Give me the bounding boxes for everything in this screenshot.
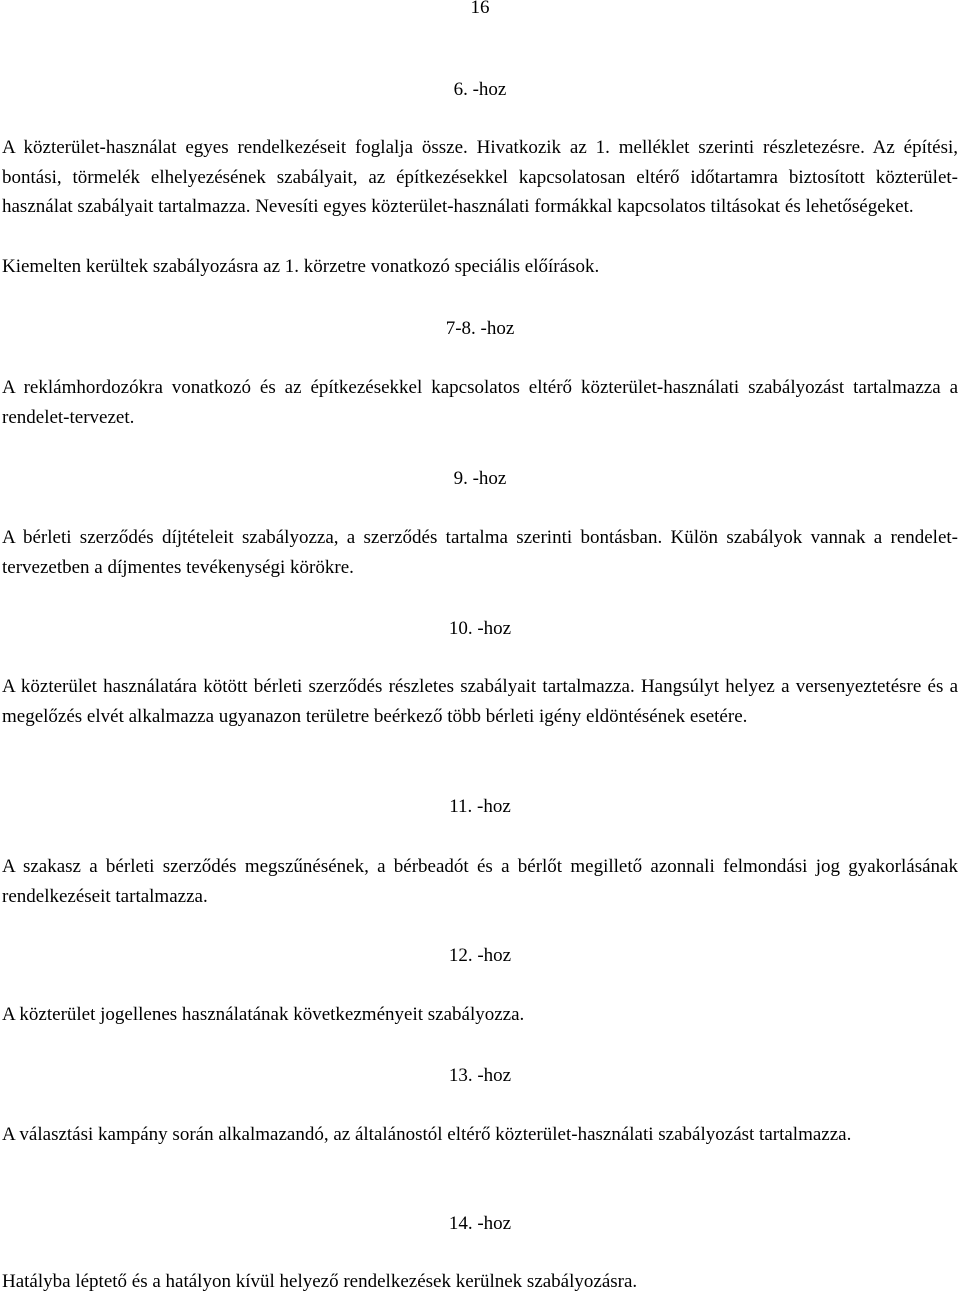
section-heading-6: 6. -hoz	[453, 79, 507, 100]
page-number: 16	[470, 0, 490, 18]
section-heading-12: 12. -hoz	[448, 945, 512, 966]
section-heading-9: 9. -hoz	[453, 468, 507, 489]
section-12-paragraph: A közterület jogellenes használatának következményeit szabályozza.	[2, 1004, 525, 1025]
section-heading-7-8: 7-8. -hoz	[445, 318, 515, 339]
section-10-paragraph: A közterület használatára kötött bérleti szerződés részletes szabályait tartalmazza. Hangsúlyt helyez a versenyeztetésre és a megelőzés elvét alkalmazza ugyanazon területre beérkező több bérleti igény eldöntésének esetére.	[2, 676, 958, 727]
section-14-paragraph: Hatályba léptető és a hatályon kívül helyező rendelkezések kerülnek szabályozásra.	[2, 1271, 638, 1292]
section-heading-14: 14. -hoz	[448, 1213, 512, 1234]
section-heading-13: 13. -hoz	[448, 1065, 512, 1086]
section-7-8-paragraph: A reklámhordozókra vonatkozó és az építkezésekkel kapcsolatos eltérő közterület-használati szabályozást tartalmazza a rendelet-tervezet.	[2, 377, 958, 428]
section-heading-10: 10. -hoz	[448, 618, 512, 639]
section-13-paragraph: A választási kampány során alkalmazandó, az általánostól eltérő közterület-használati szabályozást tartalmazza.	[2, 1124, 852, 1145]
section-9-paragraph: A bérleti szerződés díjtételeit szabályozza, a szerződés tartalma szerinti bontásban. Külön szabályok vannak a rendelet-tervezetben a díjmentes tevékenységi körökre.	[2, 527, 958, 578]
section-heading-11: 11. -hoz	[449, 796, 511, 817]
section-6-paragraph-2: Kiemelten kerültek szabályozásra az 1. körzetre vonatkozó speciális előírások.	[2, 256, 600, 277]
section-11-paragraph: A szakasz a bérleti szerződés megszűnésének, a bérbeadót és a bérlőt megillető azonnali felmondási jog gyakorlásának rendelkezéseit tartalmazza.	[2, 856, 958, 907]
section-6-paragraph-1: A közterület-használat egyes rendelkezéseit foglalja össze. Hivatkozik az 1. melléklet szerinti részletezésre. Az építési, bontási, törmelék elhelyezésének szabályait, az építkezésekkel kapcsolatosan eltérő időtartamra biztosított közterület-használat szabályait tartalmazza. Nevesíti egyes közterület-használati formákkal kapcsolatos tiltásokat és lehetőségeket.	[2, 137, 958, 218]
